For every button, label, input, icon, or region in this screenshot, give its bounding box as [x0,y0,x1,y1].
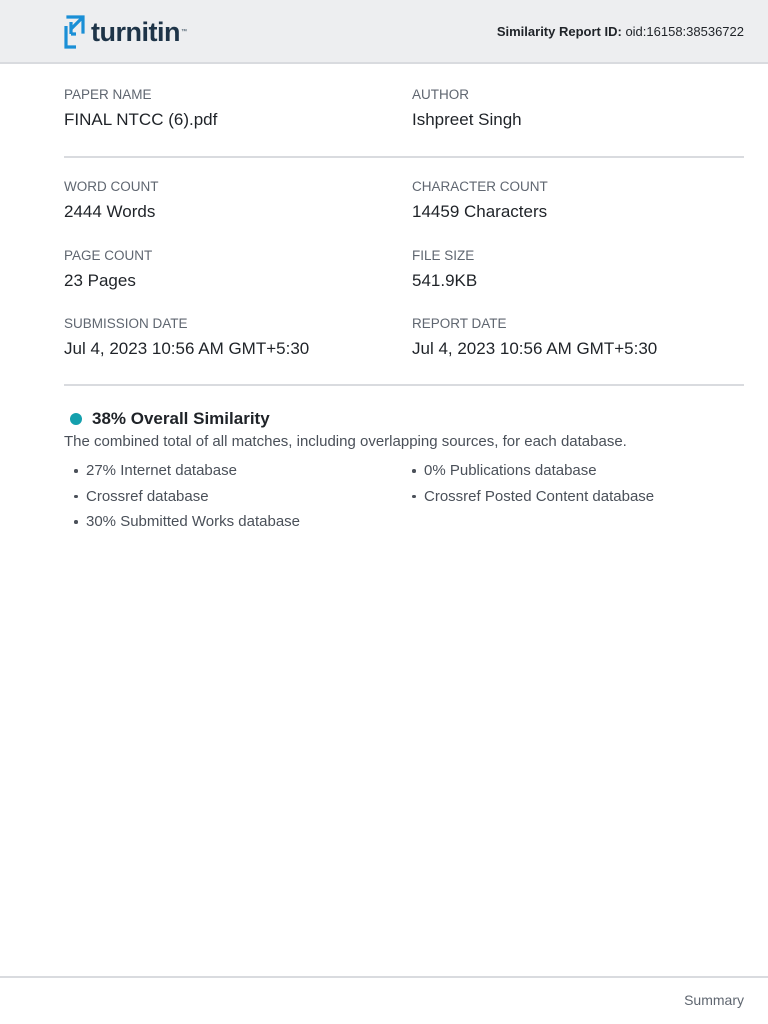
similarity-title [70,409,270,429]
report-date-field [412,316,657,359]
report-date-label: REPORT DATE [412,316,507,331]
submission-date-label: SUBMISSION DATE [64,316,188,331]
page-count-label: PAGE COUNT [64,248,153,263]
paper-name-value: FINAL NTCC (6).pdf [64,110,218,129]
report-date-value: Jul 4, 2023 10:56 AM GMT+5:30 [412,339,658,358]
word-count-value: 2444 Words [64,202,156,221]
report-id [497,24,744,39]
submission-date-field [64,316,309,359]
similarity-dot-icon [70,413,82,425]
similarity-heading: 38% Overall Similarity [92,409,270,428]
character-count-label: CHARACTER COUNT [412,179,548,194]
footer-section-label: Summary [684,992,744,1008]
similarity-breakdown-right [402,458,654,509]
character-count-value: 14459 Characters [412,202,548,221]
report-id-label: Similarity Report ID: [496,24,622,39]
list-item: Crossref Posted Content database [402,484,654,510]
author-field [412,87,522,130]
page-footer [0,976,768,1024]
file-size-label: FILE SIZE [412,248,475,263]
section-divider [64,384,744,386]
page-count-field [64,248,152,291]
submission-date-value: Jul 4, 2023 10:56 AM GMT+5:30 [64,339,310,358]
paper-name-field [64,87,217,130]
file-size-value: 541.9KB [412,271,478,290]
word-count-label: WORD COUNT [64,179,159,194]
turnitin-logo-icon [63,14,87,50]
paper-name-label: PAPER NAME [64,87,152,102]
similarity-breakdown-left [64,458,300,535]
character-count-field [412,179,548,222]
turnitin-logo: turnitin ™ [63,13,187,51]
list-item: 30% Submitted Works database [64,509,300,535]
page-count-value: 23 Pages [64,271,136,290]
list-item: Crossref database [64,484,300,510]
list-item: 27% Internet database [64,458,300,484]
list-item: 0% Publications database [402,458,654,484]
file-size-field [412,248,477,291]
similarity-description: The combined total of all matches, including overlapping sources, for each database. [64,433,627,450]
section-divider [64,156,744,158]
brand-name: turnitin [91,16,180,47]
word-count-field [64,179,159,222]
author-label: AUTHOR [412,87,469,102]
author-value: Ishpreet Singh [412,110,522,129]
report-id-value: oid:16158:38536722 [625,24,744,39]
report-header [0,0,768,64]
